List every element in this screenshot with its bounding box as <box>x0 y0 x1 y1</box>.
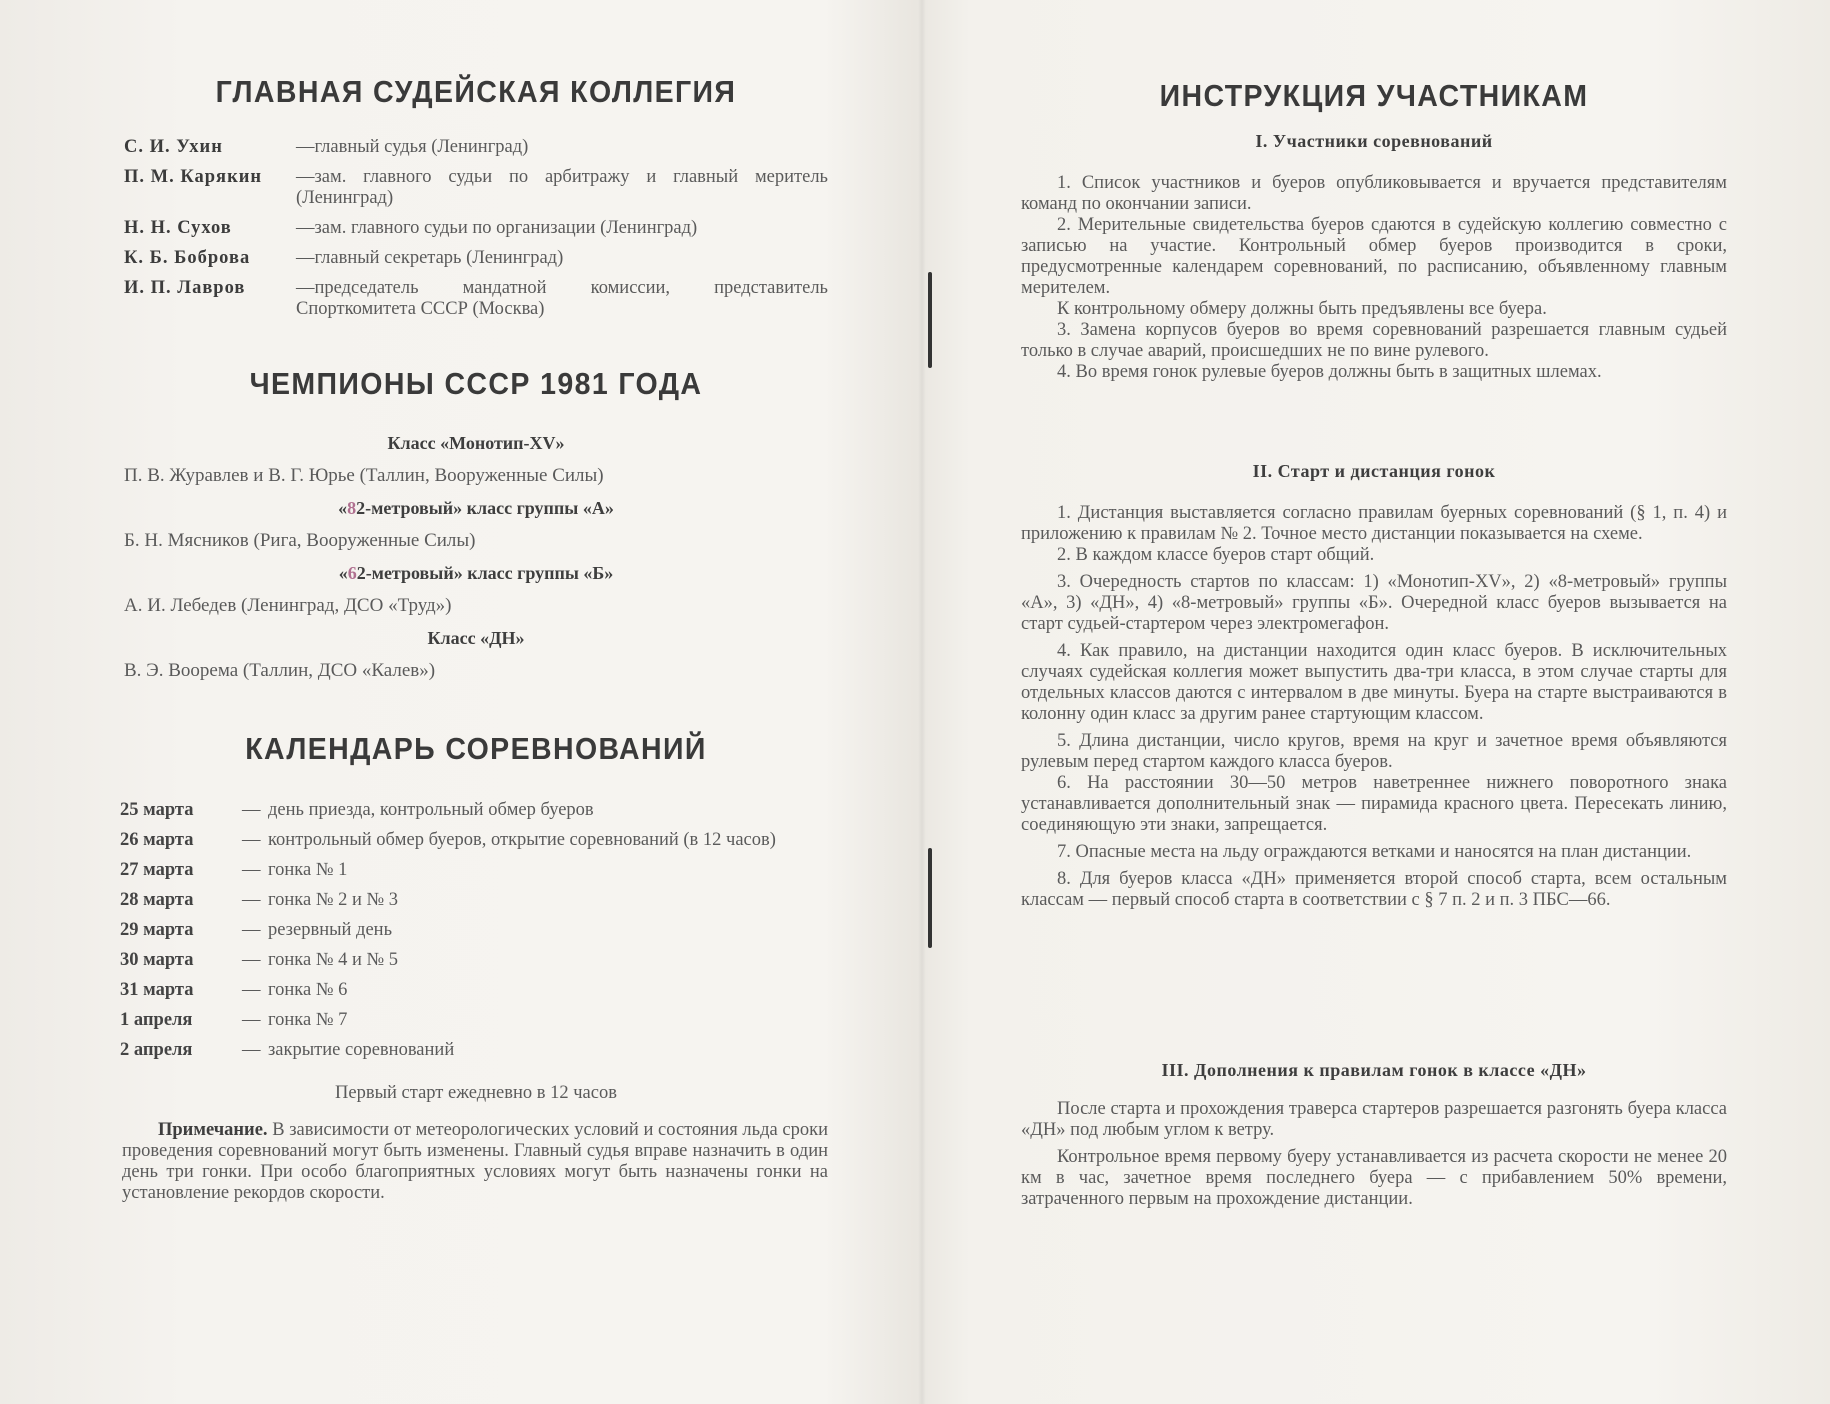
dash: — <box>242 800 261 820</box>
section-heading: I. Участники соревнований <box>1255 131 1493 151</box>
quote: « <box>338 498 348 518</box>
judge-role: —председатель мандатной комиссии, представитель Спорткомитета СССР (Москва) <box>296 278 828 319</box>
calendar-date: 28 марта <box>120 890 194 910</box>
calendar-date: 30 марта <box>120 950 194 970</box>
calendar-event: гонка № 1 <box>268 860 348 880</box>
calendar-date: 29 марта <box>120 920 194 940</box>
class-heading-text: 2-метровый» класс группы «А» <box>356 498 614 518</box>
calendar-row <box>120 1010 828 1031</box>
class-heading <box>124 498 828 519</box>
dash: — <box>242 950 261 970</box>
paragraph: 3. Замена корпусов буеров во время соревнований разрешается главным судьей только в случае аварий, происшедших не по вине рулевого. <box>1021 320 1727 361</box>
instructions-title: ИНСТРУКЦИЯ УЧАСТНИКАМ <box>1159 78 1589 113</box>
staple-top <box>928 272 932 368</box>
judge-name: П. М. Карякин <box>124 167 263 187</box>
calendar-title: КАЛЕНДАРЬ СОРЕВНОВАНИЙ <box>245 731 707 766</box>
paragraph: 6. На расстоянии 30—50 метров наветреннее нижнего поворотного знака устанавливается дополнительный знак — пирамида красного цвета. Пересекать линию, соединяющую эти знаки, запрещается. <box>1021 773 1727 835</box>
calendar-row <box>120 950 828 971</box>
judge-row <box>124 248 828 269</box>
section-1-text <box>1021 173 1727 383</box>
page-fold <box>918 0 926 1404</box>
calendar-event: закрытие соревнований <box>268 1040 455 1060</box>
judge-name: С. И. Ухин <box>124 137 223 157</box>
calendar-event: гонка № 4 и № 5 <box>268 950 399 970</box>
dash: — <box>242 860 261 880</box>
calendar-date: 27 марта <box>120 860 194 880</box>
note-label: Примечание. <box>158 1120 268 1140</box>
class-heading <box>124 563 828 584</box>
judges-title: ГЛАВНАЯ СУДЕЙСКАЯ КОЛЛЕГИЯ <box>215 74 737 109</box>
judge-name: К. Б. Боброва <box>124 248 251 268</box>
calendar-row <box>120 920 828 941</box>
class-heading: Класс «ДН» <box>427 628 525 648</box>
champions-list <box>124 433 828 693</box>
first-start-note: Первый старт ежедневно в 12 часов <box>335 1083 617 1103</box>
judge-role: —зам. главного судьи по арбитражу и главный мeритель (Ленинград) <box>296 167 828 208</box>
calendar-row <box>120 980 828 1001</box>
calendar-row <box>120 800 828 821</box>
judge-row <box>124 167 828 209</box>
calendar-date: 25 марта <box>120 800 194 820</box>
handwritten-correction: 8 <box>347 498 357 518</box>
judge-row <box>124 278 828 320</box>
paragraph: 7. Опасные места на льду ограждаются ветками и наносятся на план дистанции. <box>1057 842 1692 862</box>
section-3-text <box>1021 1099 1727 1210</box>
paragraph: 3. Очередность стартов по классам: 1) «Монотип-XV», 2) «8-метровый» группы «А», 3) «ДН», 4) «8-метровый» группы «Б». Очередной класс буеров вызывается на старт судьей-стартером через электромегафон. <box>1021 572 1727 634</box>
calendar-row <box>120 830 828 851</box>
paragraph: 5. Длина дистанции, число кругов, время на круг и зачетное время объявляются рулевым перед стартом каждого класса буеров. <box>1021 731 1727 772</box>
dash: — <box>242 980 261 1000</box>
calendar-date: 2 апреля <box>120 1040 193 1060</box>
note-paragraph <box>122 1120 828 1204</box>
champion: Б. Н. Мясников (Рига, Вооруженные Силы) <box>124 530 476 551</box>
calendar-list <box>120 800 828 1070</box>
calendar-event: день приезда, контрольный обмер буеров <box>268 800 594 820</box>
judge-role: —главный секретарь (Ленинград) <box>296 248 564 268</box>
paragraph: 2. В каждом классе буеров старт общий. <box>1057 545 1375 565</box>
champion: В. Э. Воорема (Таллин, ДСО «Калев») <box>124 660 436 681</box>
paragraph: Контрольное время первому буеру устанавливается из расчета скорости не менее 20 км в час, зачетное время последнего буера — с прибавлением 50% времени, затраченного первым на прохождение дистанции. <box>1021 1147 1727 1209</box>
calendar-event: резервный день <box>268 920 393 940</box>
class-heading: Класс «Монотип-XV» <box>387 433 565 453</box>
dash: — <box>242 920 261 940</box>
paragraph: 4. Как правило, на дистанции находится один класс буеров. В исключительных случаях судейская коллегия может выпустить два-три класса, в этом случае старты для отдельных классов даются с интервалом в две минуты. Буера на старте выстраиваются в колонну один класс за другим ранее стартующим классом. <box>1021 641 1727 724</box>
judge-row <box>124 218 828 239</box>
calendar-date: 1 апреля <box>120 1010 193 1030</box>
section-2-text <box>1021 503 1727 911</box>
judge-name: Н. Н. Сухов <box>124 218 232 238</box>
staple-bottom <box>928 848 932 948</box>
calendar-event: гонка № 2 и № 3 <box>268 890 399 910</box>
paragraph: К контрольному обмеру должны быть предъявлены все буера. <box>1057 299 1547 319</box>
calendar-event: контрольный обмер буеров, открытие соревнований (в 12 часов) <box>268 830 776 850</box>
calendar-row <box>120 860 828 881</box>
paragraph: 1. Дистанция выставляется согласно правилам буерных соревнований (§ 1, п. 4) и приложению к правилам № 2. Точное место дистанции показывается на схеме. <box>1021 503 1727 544</box>
calendar-row <box>120 1040 828 1061</box>
calendar-date: 31 марта <box>120 980 194 1000</box>
calendar-event: гонка № 7 <box>268 1010 348 1030</box>
champions-title: ЧЕМПИОНЫ СССР 1981 ГОДА <box>249 366 703 401</box>
calendar-event: гонка № 6 <box>268 980 348 1000</box>
judges-list <box>124 137 828 329</box>
dash: — <box>242 890 261 910</box>
dash: — <box>242 1010 261 1030</box>
judge-role: —зам. главного судьи по организации (Ленинград) <box>296 218 698 238</box>
dash: — <box>242 1040 261 1060</box>
section-heading: III. Дополнения к правилам гонок в классе «ДН» <box>1161 1060 1587 1080</box>
quote: « <box>338 563 348 583</box>
paragraph: После старта и прохождения траверса стартеров разрешается разгонять буера класса «ДН» под любым углом к ветру. <box>1021 1099 1727 1140</box>
note-text: В зависимости от метеорологических условий и состояния льда сроки проведения соревнований могут быть изменены. Главный судья вправе назначить в один день три гонки. При особо благоприятных условиях могут быть назначены гонки на установление рекордов скорости. <box>122 1120 828 1203</box>
section-heading: II. Старт и дистанция гонок <box>1252 461 1496 481</box>
judge-role: —главный судья (Ленинград) <box>296 137 529 157</box>
handwritten-correction: 6 <box>347 563 357 583</box>
dash: — <box>242 830 261 850</box>
judge-row <box>124 137 828 158</box>
champion: А. И. Лебедев (Ленинград, ДСО «Труд») <box>124 595 452 616</box>
judge-name: И. П. Лавров <box>124 278 246 298</box>
paragraph: 1. Список участников и буеров опубликовывается и вручается представителям команд по окончании записи. <box>1021 173 1727 214</box>
paragraph: 2. Мерительные свидетельства буеров сдаются в судейскую коллегию совместно с записью на участие. Контрольный обмер буеров производится в сроки, предусмотренные календарем соревнований, по расписанию, объявленному главным мерителем. <box>1021 215 1727 298</box>
calendar-date: 26 марта <box>120 830 194 850</box>
paragraph: 8. Для буеров класса «ДН» применяется второй способ старта, всем остальным классам — первый способ старта в соответствии с § 7 п. 2 и п. 3 ПБС—66. <box>1021 869 1727 910</box>
paragraph: 4. Во время гонок рулевые буеров должны быть в защитных шлемах. <box>1057 362 1602 382</box>
champion: П. В. Журавлев и В. Г. Юрье (Таллин, Вооруженные Силы) <box>124 465 604 486</box>
calendar-row <box>120 890 828 911</box>
class-heading-text: 2-метровый» класс группы «Б» <box>356 563 614 583</box>
